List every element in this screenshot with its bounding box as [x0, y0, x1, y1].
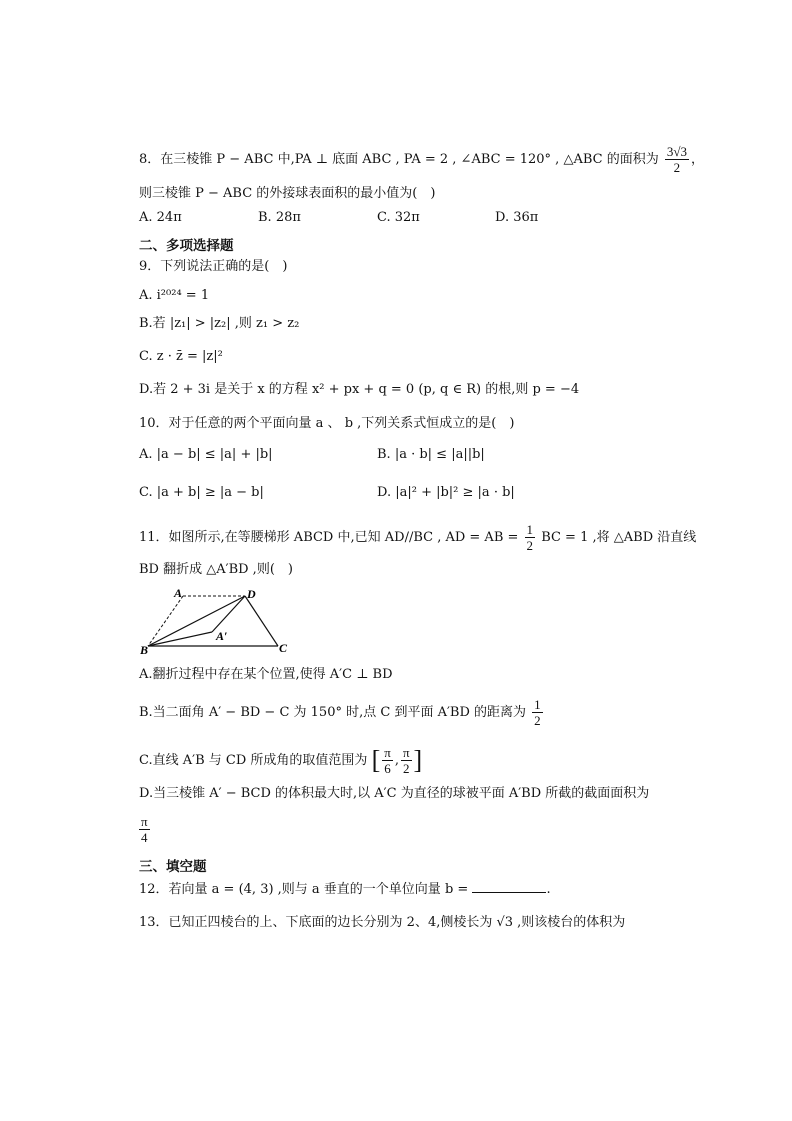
q11-c-lower-bound: [382, 745, 393, 776]
label-d: D: [247, 587, 256, 601]
q11-option-d-line2: [137, 814, 152, 845]
edge-a-prime-d: [212, 596, 245, 632]
q8-option-c: C. 32π: [377, 210, 420, 225]
q13-line: 13．已知正四棱台的上、下底面的边长分别为 2、4,侧棱长为 √3 ,则该棱台的体积为: [139, 915, 626, 930]
section-heading-fill-blank: 三、填空题: [139, 859, 207, 875]
q11-c-upper-den: 2: [402, 761, 410, 776]
label-a: A: [174, 586, 183, 600]
q11-option-b-fraction: [532, 697, 543, 728]
q11-frac-num: 1: [526, 522, 534, 537]
q11-option-d-line1: D.当三棱锥 A′ − BCD 的体积最大时,以 A′C 为直径的球被平面 A′BD 所截的截面面积为: [139, 786, 650, 801]
q11-half-fraction: [525, 522, 536, 553]
edge-ab-dashed: [148, 596, 183, 646]
q9-option-d: D.若 2 + 3i 是关于 x 的方程 x² + px + q = 0 (p, q ∈ R) 的根,则 p = −4: [139, 382, 580, 397]
q11-line2: BD 翻折成 △A′BD ,则( ): [139, 562, 293, 577]
q10-stem: 10．对于任意的两个平面向量 a 、 b ,下列关系式恒成立的是( ): [139, 416, 515, 431]
q11-option-b: [139, 697, 545, 728]
q8-area-fraction: [665, 144, 689, 175]
q10-option-b: B. |a · b| ≤ |a||b|: [377, 447, 485, 462]
q9-option-b: B.若 |z₁| > |z₂| ,则 z₁ > z₂: [139, 316, 300, 331]
label-a-prime: A′: [216, 629, 228, 643]
q8-frac-den: 2: [673, 160, 681, 175]
q10-option-d: D. |a|² + |b|² ≥ |a · b|: [377, 485, 515, 500]
q10-option-a: A. |a − b| ≤ |a| + |b|: [139, 447, 273, 462]
q11-c-upper-num: π: [402, 745, 410, 760]
q8-line1: [139, 144, 704, 175]
q12-answer-blank[interactable]: [472, 880, 546, 893]
q8-comma: ，: [691, 152, 705, 167]
q11-d-num: π: [141, 814, 148, 829]
q11-b-den: 2: [534, 713, 541, 728]
q12-text: 12．若向量 a = (4, 3) ,则与 a 垂直的一个单位向量 b =: [139, 882, 469, 897]
edge-ba-prime: [148, 632, 212, 646]
q8-option-b: B. 28π: [258, 210, 301, 225]
label-b: B: [140, 643, 149, 656]
q11-c-upper-bound: [401, 745, 412, 776]
q9-stem: 9．下列说法正确的是( ): [139, 259, 288, 274]
q12-period: .: [546, 882, 551, 897]
q11-option-c: C.直线 A′B 与 CD 所成角的取值范围为 [ $\frac{\pi}{6}$ , $\frac{\pi}{2}$ ]: [139, 745, 423, 776]
q11-line1: [139, 522, 696, 553]
q11-option-a: A.翻折过程中存在某个位置,使得 A′C ⊥ BD: [139, 667, 393, 682]
q11-trapezoid-figure: [140, 586, 300, 656]
edge-bd: [148, 596, 245, 646]
section-heading-multi-choice: 二、多项选择题: [139, 238, 234, 254]
q11-b-num: 1: [534, 697, 541, 712]
q11-c-lower-num: π: [384, 745, 391, 760]
label-c: C: [279, 641, 288, 655]
q8-option-d: D. 36π: [495, 210, 539, 225]
q9-option-c: C. z · z̄ = |z|²: [139, 349, 223, 364]
q11-frac-den: 2: [526, 538, 534, 553]
edge-dc: [245, 596, 278, 646]
q11-option-c-text: C.直线 A′B 与 CD 所成角的取值范围为: [139, 753, 368, 768]
q11-stem-part2: BC = 1 ,将 △ABD 沿直线: [541, 530, 697, 545]
q8-frac-num: 3√3: [666, 144, 687, 159]
q8-line2: 则三棱锥 P − ABC 的外接球表面积的最小值为( ): [139, 186, 436, 201]
q11-option-d-fraction: [139, 814, 150, 845]
q8-stem: 8．在三棱锥 P − ABC 中,PA ⊥ 底面 ABC , PA = 2 , ∠ABC = 120° , △ABC 的面积为: [139, 152, 659, 167]
q11-d-den: 4: [141, 830, 148, 845]
q11-stem-part1: 11．如图所示,在等腰梯形 ABCD 中,已知 AD//BC , AD = AB =: [139, 530, 519, 545]
q12-line: [139, 880, 551, 899]
q11-option-b-text: B.当二面角 A′ − BD − C 为 150° 时,点 C 到平面 A′BD 的距离为: [139, 705, 527, 720]
q9-option-a: A. i²⁰²⁴ = 1: [139, 288, 210, 303]
q8-option-a: A. 24π: [139, 210, 182, 225]
q10-option-c: C. |a + b| ≥ |a − b|: [139, 485, 264, 500]
q11-c-lower-den: 6: [384, 761, 391, 776]
